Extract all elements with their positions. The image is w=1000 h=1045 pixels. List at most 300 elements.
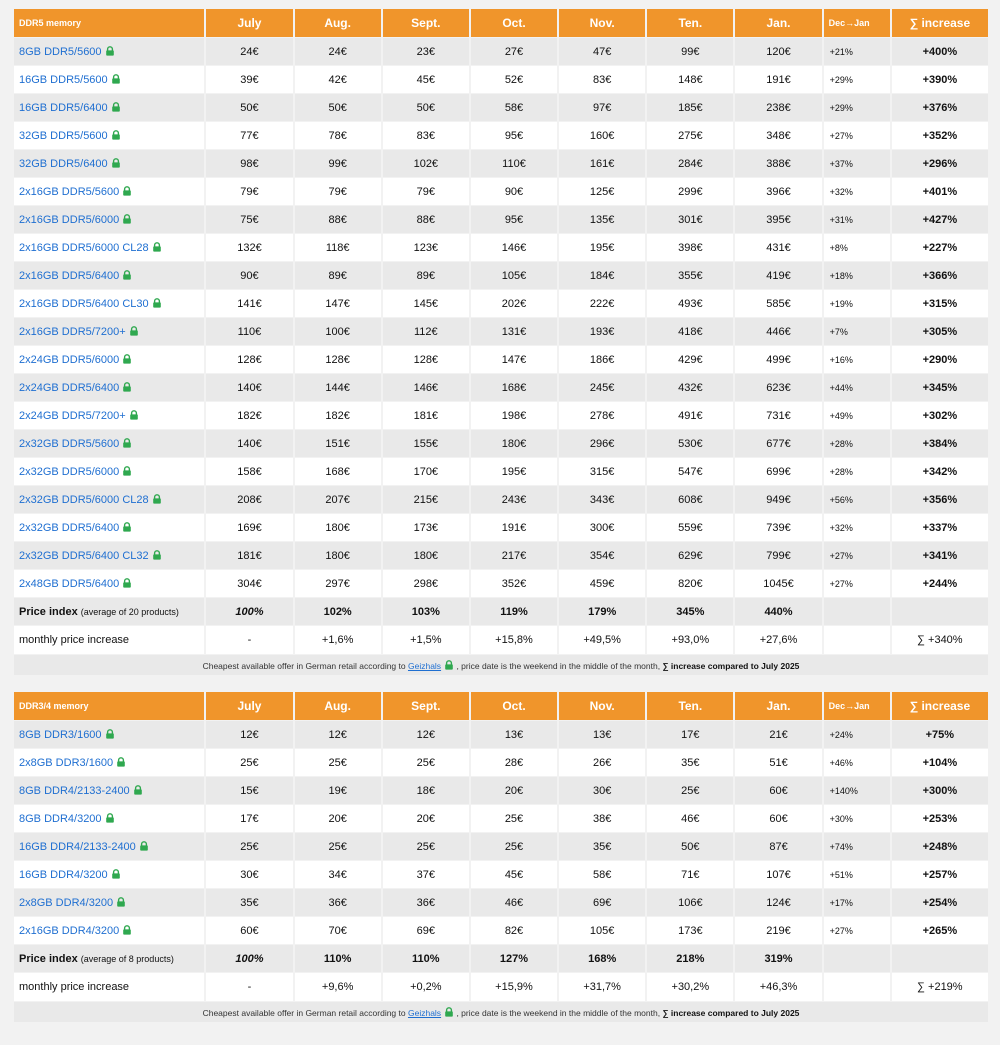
table-row xyxy=(14,514,988,541)
price-cell: 245€ xyxy=(559,374,645,401)
monthly-increase-cell: +93,0% xyxy=(647,626,733,654)
price-cell: 30€ xyxy=(206,861,292,888)
price-cell: 36€ xyxy=(295,889,381,916)
footnote-text: , price date is the weekend in the middle of the month, xyxy=(456,660,661,671)
total-increase-cell: +341% xyxy=(892,542,988,569)
empty-cell xyxy=(824,945,890,972)
monthly-increase-cell: - xyxy=(206,626,292,654)
product-cell xyxy=(14,777,204,804)
product-link[interactable]: 2x24GB DDR5/7200+ xyxy=(19,409,126,422)
price-cell: 169€ xyxy=(206,514,292,541)
price-cell: 34€ xyxy=(295,861,381,888)
product-cell xyxy=(14,262,204,289)
price-cell: 88€ xyxy=(383,206,469,233)
price-index-sub: (average of 8 products) xyxy=(80,953,174,964)
table-title: DDR5 memory xyxy=(14,9,204,37)
price-cell: 83€ xyxy=(383,122,469,149)
price-cell: 677€ xyxy=(735,430,821,457)
price-cell: 493€ xyxy=(647,290,733,317)
price-cell: 140€ xyxy=(206,430,292,457)
price-cell: 354€ xyxy=(559,542,645,569)
price-cell: 45€ xyxy=(471,861,557,888)
dec-jan-cell: +29% xyxy=(824,94,890,121)
lock-icon xyxy=(119,382,132,394)
price-cell: 110€ xyxy=(471,150,557,177)
product-link[interactable]: 16GB DDR5/6400 xyxy=(19,101,108,114)
price-cell: 21€ xyxy=(735,721,821,748)
price-cell: 87€ xyxy=(735,833,821,860)
dec-jan-cell: +140% xyxy=(824,777,890,804)
dec-jan-cell: +7% xyxy=(824,318,890,345)
price-cell: 547€ xyxy=(647,458,733,485)
price-cell: 284€ xyxy=(647,150,733,177)
product-link[interactable]: 32GB DDR5/5600 xyxy=(19,129,108,142)
product-cell xyxy=(14,889,204,916)
product-link[interactable]: 2x16GB DDR5/5600 xyxy=(19,185,120,198)
dec-jan-cell: +24% xyxy=(824,721,890,748)
price-cell: 585€ xyxy=(735,290,821,317)
product-link[interactable]: 16GB DDR4/3200 xyxy=(19,868,108,881)
price-cell: 99€ xyxy=(647,38,733,65)
price-cell: 95€ xyxy=(471,206,557,233)
product-link[interactable]: 16GB DDR4/2133-2400 xyxy=(19,840,136,853)
table-row xyxy=(14,917,988,944)
price-cell: 17€ xyxy=(206,805,292,832)
lock-icon xyxy=(113,757,126,769)
product-cell xyxy=(14,94,204,121)
price-cell: 24€ xyxy=(206,38,292,65)
dec-jan-cell: +29% xyxy=(824,66,890,93)
product-link[interactable]: 2x32GB DDR5/6400 xyxy=(19,521,120,534)
price-index-cell: 100% xyxy=(206,598,292,625)
header-month: Aug. xyxy=(295,692,381,720)
price-cell: 222€ xyxy=(559,290,645,317)
header-dec-jan: Dec→Jan xyxy=(824,692,890,720)
price-cell: 18€ xyxy=(383,777,469,804)
note-row xyxy=(14,1002,988,1022)
table-row xyxy=(14,402,988,429)
price-cell: 35€ xyxy=(206,889,292,916)
price-cell: 120€ xyxy=(735,38,821,65)
price-cell: 217€ xyxy=(471,542,557,569)
product-link[interactable]: 2x32GB DDR5/6000 xyxy=(19,465,120,478)
price-cell: 12€ xyxy=(206,721,292,748)
header-row xyxy=(14,692,988,720)
price-cell: 27€ xyxy=(471,38,557,65)
price-cell: 208€ xyxy=(206,486,292,513)
price-cell: 20€ xyxy=(471,777,557,804)
price-cell: 124€ xyxy=(735,889,821,916)
price-cell: 180€ xyxy=(383,542,469,569)
total-increase-cell: +104% xyxy=(892,749,988,776)
price-cell: 180€ xyxy=(471,430,557,457)
empty-cell xyxy=(824,598,890,625)
product-link[interactable]: 2x32GB DDR5/5600 xyxy=(19,437,120,450)
total-increase-cell: +248% xyxy=(892,833,988,860)
price-cell: 388€ xyxy=(735,150,821,177)
empty-cell xyxy=(824,626,890,654)
total-increase-cell: +366% xyxy=(892,262,988,289)
price-cell: 491€ xyxy=(647,402,733,429)
geizhals-link[interactable]: Geizhals xyxy=(407,660,442,671)
lock-icon xyxy=(119,438,132,450)
header-month: Ten. xyxy=(647,9,733,37)
header-month: Sept. xyxy=(383,692,469,720)
product-cell xyxy=(14,150,204,177)
price-cell: 79€ xyxy=(383,178,469,205)
price-cell: 20€ xyxy=(383,805,469,832)
table-row xyxy=(14,486,988,513)
dec-jan-cell: +31% xyxy=(824,206,890,233)
price-cell: 202€ xyxy=(471,290,557,317)
total-increase-cell: +342% xyxy=(892,458,988,485)
product-link[interactable]: 2x16GB DDR5/6400 xyxy=(19,269,120,282)
price-cell: 275€ xyxy=(647,122,733,149)
price-index-sub: (average of 20 products) xyxy=(80,606,179,617)
monthly-increase-cell: +1,5% xyxy=(383,626,469,654)
price-cell: 355€ xyxy=(647,262,733,289)
price-cell: 315€ xyxy=(559,458,645,485)
price-cell: 219€ xyxy=(735,917,821,944)
lock-icon xyxy=(102,813,115,825)
lock-icon xyxy=(102,729,115,741)
product-link[interactable]: 2x8GB DDR4/3200 xyxy=(19,896,114,909)
table-row xyxy=(14,122,988,149)
table-row xyxy=(14,94,988,121)
price-cell: 398€ xyxy=(647,234,733,261)
price-index-row xyxy=(14,945,988,972)
price-cell: 71€ xyxy=(647,861,733,888)
product-link[interactable]: 2x24GB DDR5/6000 xyxy=(19,353,120,366)
price-cell: 132€ xyxy=(206,234,292,261)
price-cell: 25€ xyxy=(383,833,469,860)
price-cell: 20€ xyxy=(295,805,381,832)
table-row xyxy=(14,749,988,776)
product-link[interactable]: 8GB DDR3/1600 xyxy=(19,728,102,741)
empty-cell xyxy=(824,973,890,1001)
price-cell: 25€ xyxy=(295,749,381,776)
lock-icon xyxy=(149,550,162,562)
price-cell: 304€ xyxy=(206,570,292,597)
price-cell: 89€ xyxy=(383,262,469,289)
price-cell: 161€ xyxy=(559,150,645,177)
product-link[interactable]: 32GB DDR5/6400 xyxy=(19,157,108,170)
price-cell: 105€ xyxy=(471,262,557,289)
price-index-cell: 110% xyxy=(295,945,381,972)
lock-icon xyxy=(119,522,132,534)
price-cell: 128€ xyxy=(295,346,381,373)
dec-jan-cell: +28% xyxy=(824,458,890,485)
dec-jan-cell: +8% xyxy=(824,234,890,261)
price-cell: 820€ xyxy=(647,570,733,597)
empty-cell xyxy=(892,945,988,972)
price-cell: 88€ xyxy=(295,206,381,233)
price-cell: 12€ xyxy=(383,721,469,748)
price-cell: 198€ xyxy=(471,402,557,429)
monthly-increase-cell: +31,7% xyxy=(559,973,645,1001)
header-total: ∑ increase xyxy=(892,692,988,720)
lock-icon xyxy=(149,494,162,506)
price-cell: 300€ xyxy=(559,514,645,541)
price-cell: 106€ xyxy=(647,889,733,916)
table-row xyxy=(14,150,988,177)
product-cell xyxy=(14,178,204,205)
price-cell: 46€ xyxy=(471,889,557,916)
total-increase-cell: +315% xyxy=(892,290,988,317)
price-cell: 35€ xyxy=(559,833,645,860)
product-cell xyxy=(14,861,204,888)
price-cell: 144€ xyxy=(295,374,381,401)
note-row xyxy=(14,655,988,675)
price-cell: 24€ xyxy=(295,38,381,65)
lock-icon xyxy=(149,298,162,310)
price-cell: 30€ xyxy=(559,777,645,804)
lock-icon xyxy=(108,869,121,881)
price-cell: 173€ xyxy=(647,917,733,944)
product-link[interactable]: 2x24GB DDR5/6400 xyxy=(19,381,120,394)
price-cell: 100€ xyxy=(295,318,381,345)
price-cell: 112€ xyxy=(383,318,469,345)
price-cell: 193€ xyxy=(559,318,645,345)
header-dec-jan: Dec→Jan xyxy=(824,9,890,37)
price-cell: 141€ xyxy=(206,290,292,317)
product-cell xyxy=(14,206,204,233)
price-cell: 47€ xyxy=(559,38,645,65)
footnote-text: , price date is the weekend in the middle of the month, xyxy=(456,1007,661,1018)
table-title: DDR3/4 memory xyxy=(14,692,204,720)
price-cell: 60€ xyxy=(735,805,821,832)
header-month: Aug. xyxy=(295,9,381,37)
price-cell: 51€ xyxy=(735,749,821,776)
dec-jan-cell: +27% xyxy=(824,917,890,944)
total-increase-cell: +265% xyxy=(892,917,988,944)
price-cell: 191€ xyxy=(471,514,557,541)
price-cell: 432€ xyxy=(647,374,733,401)
price-cell: 89€ xyxy=(295,262,381,289)
product-cell xyxy=(14,542,204,569)
price-cell: 131€ xyxy=(471,318,557,345)
price-cell: 215€ xyxy=(383,486,469,513)
price-cell: 125€ xyxy=(559,178,645,205)
product-link[interactable]: 2x16GB DDR5/6400 CL30 xyxy=(19,297,149,310)
monthly-increase-cell: +49,5% xyxy=(559,626,645,654)
price-cell: 37€ xyxy=(383,861,469,888)
dec-jan-cell: +21% xyxy=(824,38,890,65)
product-cell xyxy=(14,234,204,261)
dec-jan-cell: +32% xyxy=(824,514,890,541)
product-link[interactable]: 2x16GB DDR5/7200+ xyxy=(19,325,126,338)
price-cell: 299€ xyxy=(647,178,733,205)
footnote xyxy=(14,1002,988,1022)
product-link[interactable]: 8GB DDR4/2133-2400 xyxy=(19,784,130,797)
total-increase-cell: +296% xyxy=(892,150,988,177)
total-increase-cell: +384% xyxy=(892,430,988,457)
product-link[interactable]: 2x16GB DDR4/3200 xyxy=(19,924,120,937)
monthly-increase-row xyxy=(14,626,988,654)
price-index-cell: 119% xyxy=(471,598,557,625)
header-month: Nov. xyxy=(559,9,645,37)
product-cell xyxy=(14,290,204,317)
price-cell: 102€ xyxy=(383,150,469,177)
header-month: Nov. xyxy=(559,692,645,720)
price-cell: 238€ xyxy=(735,94,821,121)
price-cell: 118€ xyxy=(295,234,381,261)
product-link[interactable]: 8GB DDR5/5600 xyxy=(19,45,102,58)
dec-jan-cell: +27% xyxy=(824,570,890,597)
total-increase-cell: +75% xyxy=(892,721,988,748)
price-cell: 145€ xyxy=(383,290,469,317)
product-cell xyxy=(14,318,204,345)
price-index-cell: 127% xyxy=(471,945,557,972)
lock-icon xyxy=(119,578,132,590)
price-index-cell: 440% xyxy=(735,598,821,625)
table-row xyxy=(14,262,988,289)
product-cell xyxy=(14,721,204,748)
dec-jan-cell: +18% xyxy=(824,262,890,289)
price-cell: 348€ xyxy=(735,122,821,149)
monthly-increase-cell: +27,6% xyxy=(735,626,821,654)
product-link[interactable]: 16GB DDR5/5600 xyxy=(19,73,108,86)
product-link[interactable]: 2x16GB DDR5/6000 xyxy=(19,213,120,226)
lock-icon xyxy=(119,466,132,478)
price-cell: 45€ xyxy=(383,66,469,93)
monthly-increase-cell: +0,2% xyxy=(383,973,469,1001)
price-cell: 12€ xyxy=(295,721,381,748)
price-cell: 50€ xyxy=(647,833,733,860)
price-cell: 23€ xyxy=(383,38,469,65)
price-cell: 949€ xyxy=(735,486,821,513)
price-cell: 90€ xyxy=(471,178,557,205)
price-cell: 75€ xyxy=(206,206,292,233)
price-cell: 181€ xyxy=(383,402,469,429)
price-cell: 26€ xyxy=(559,749,645,776)
price-index-row xyxy=(14,598,988,625)
total-increase-cell: +427% xyxy=(892,206,988,233)
price-index-label-cell xyxy=(14,598,204,625)
price-index-cell: 100% xyxy=(206,945,292,972)
table-row xyxy=(14,318,988,345)
price-cell: 799€ xyxy=(735,542,821,569)
table-row xyxy=(14,721,988,748)
product-link[interactable]: 2x8GB DDR3/1600 xyxy=(19,756,114,769)
lock-icon xyxy=(108,74,121,86)
price-cell: 46€ xyxy=(647,805,733,832)
header-total: ∑ increase xyxy=(892,9,988,37)
footnote-text: Cheapest available offer in German retail according to xyxy=(202,660,406,671)
header-month: July xyxy=(206,692,292,720)
price-cell: 128€ xyxy=(206,346,292,373)
product-cell xyxy=(14,458,204,485)
total-increase-cell: +401% xyxy=(892,178,988,205)
price-cell: 419€ xyxy=(735,262,821,289)
price-cell: 158€ xyxy=(206,458,292,485)
price-cell: 25€ xyxy=(471,833,557,860)
price-cell: 90€ xyxy=(206,262,292,289)
total-increase-cell: +300% xyxy=(892,777,988,804)
product-link[interactable]: 2x48GB DDR5/6400 xyxy=(19,577,120,590)
price-cell: 395€ xyxy=(735,206,821,233)
price-cell: 148€ xyxy=(647,66,733,93)
product-cell xyxy=(14,749,204,776)
monthly-increase-cell: +46,3% xyxy=(735,973,821,1001)
price-cell: 58€ xyxy=(471,94,557,121)
price-cell: 50€ xyxy=(295,94,381,121)
price-cell: 180€ xyxy=(295,514,381,541)
price-cell: 60€ xyxy=(206,917,292,944)
price-cell: 39€ xyxy=(206,66,292,93)
price-cell: 170€ xyxy=(383,458,469,485)
table-row xyxy=(14,290,988,317)
table-row xyxy=(14,66,988,93)
product-link[interactable]: 8GB DDR4/3200 xyxy=(19,812,102,825)
table-row xyxy=(14,833,988,860)
price-cell: 160€ xyxy=(559,122,645,149)
price-cell: 77€ xyxy=(206,122,292,149)
price-cell: 297€ xyxy=(295,570,381,597)
monthly-increase-cell: +9,6% xyxy=(295,973,381,1001)
price-cell: 181€ xyxy=(206,542,292,569)
price-cell: 180€ xyxy=(295,542,381,569)
table-row xyxy=(14,805,988,832)
dec-jan-cell: +30% xyxy=(824,805,890,832)
header-month: Jan. xyxy=(735,9,821,37)
monthly-increase-cell: +1,6% xyxy=(295,626,381,654)
price-cell: 182€ xyxy=(295,402,381,429)
price-index-cell: 319% xyxy=(735,945,821,972)
price-cell: 296€ xyxy=(559,430,645,457)
geizhals-link[interactable]: Geizhals xyxy=(407,1007,442,1018)
monthly-increase-label: monthly price increase xyxy=(14,973,204,1001)
dec-jan-cell: +37% xyxy=(824,150,890,177)
price-cell: 146€ xyxy=(383,374,469,401)
dec-jan-cell: +56% xyxy=(824,486,890,513)
price-cell: 431€ xyxy=(735,234,821,261)
ddr5-price-table xyxy=(12,8,990,676)
lock-icon xyxy=(119,214,132,226)
price-cell: 185€ xyxy=(647,94,733,121)
monthly-increase-cell: +15,9% xyxy=(471,973,557,1001)
lock-icon xyxy=(119,186,132,198)
product-link[interactable]: 2x32GB DDR5/6400 CL32 xyxy=(19,549,149,562)
price-cell: 207€ xyxy=(295,486,381,513)
product-cell xyxy=(14,430,204,457)
price-cell: 69€ xyxy=(559,889,645,916)
product-cell xyxy=(14,374,204,401)
table-row xyxy=(14,889,988,916)
price-cell: 25€ xyxy=(295,833,381,860)
product-cell xyxy=(14,833,204,860)
price-cell: 499€ xyxy=(735,346,821,373)
monthly-total-cell: ∑ +219% xyxy=(892,973,988,1001)
price-cell: 147€ xyxy=(471,346,557,373)
price-cell: 69€ xyxy=(383,917,469,944)
price-index-cell: 102% xyxy=(295,598,381,625)
product-link[interactable]: 2x16GB DDR5/6000 CL28 xyxy=(19,241,149,254)
price-cell: 83€ xyxy=(559,66,645,93)
price-cell: 418€ xyxy=(647,318,733,345)
price-cell: 36€ xyxy=(383,889,469,916)
price-cell: 50€ xyxy=(383,94,469,121)
price-cell: 243€ xyxy=(471,486,557,513)
monthly-increase-cell: - xyxy=(206,973,292,1001)
table-row xyxy=(14,234,988,261)
total-increase-cell: +254% xyxy=(892,889,988,916)
ddr3-4-price-table xyxy=(12,691,990,1023)
price-cell: 128€ xyxy=(383,346,469,373)
price-index-cell: 345% xyxy=(647,598,733,625)
dec-jan-cell: +28% xyxy=(824,430,890,457)
product-link[interactable]: 2x32GB DDR5/6000 CL28 xyxy=(19,493,149,506)
